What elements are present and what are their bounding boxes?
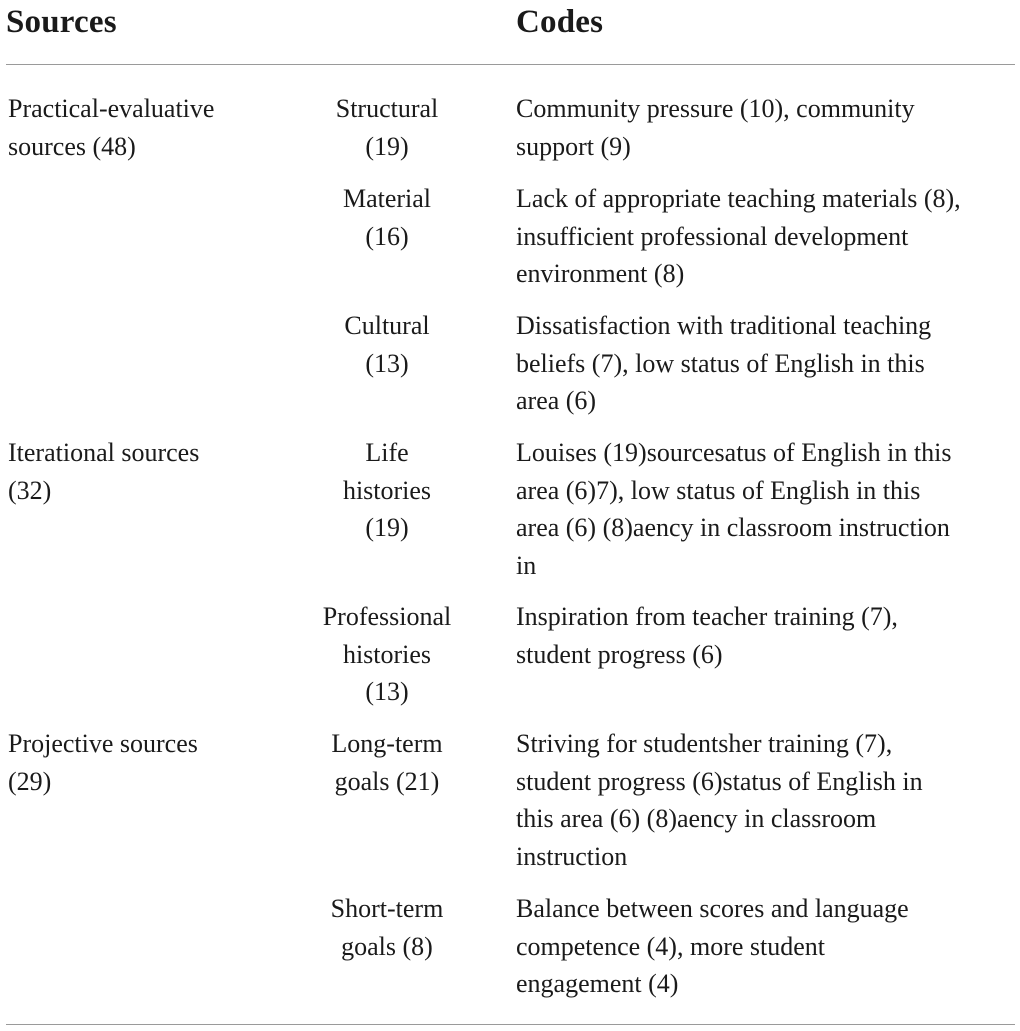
code-line: area (6)7), low status of English in this [516,475,921,505]
code-line: Louises (19)sourcesatus of English in this [516,438,952,467]
codes-structural [516,90,1016,165]
code-line: engagement (4) [516,969,679,998]
code-line: student progress (6) [516,639,723,669]
subcategory-line: goals (8) [341,931,433,961]
source-line: Iterational sources [8,438,200,467]
subcategory-line: (13) [365,348,409,378]
source-iterational [8,434,298,509]
code-line: this area (6) (8)aency in classroom [516,804,877,833]
source-line: (29) [8,766,52,796]
subcategory-line: Cultural [344,311,430,340]
code-line: student progress (6)status of English in [516,766,923,796]
subcategory-line: Structural [335,94,439,123]
subcategory-structural [296,90,478,165]
header-sources: Sources [6,4,117,40]
header-codes: Codes [516,4,604,40]
subcategory-short-term-goals [296,890,478,965]
source-line: sources (48) [8,131,136,161]
codes-life-histories [516,434,1016,584]
subcategory-line: goals (21) [334,766,440,796]
codes-cultural [516,307,1016,420]
code-line: environment (8) [516,259,685,288]
bottom-rule [6,1024,1015,1025]
code-line: Striving for studentsher training (7), [516,729,893,758]
subcategory-line: histories [342,475,432,505]
code-line: insufficient professional development [516,221,909,251]
code-line: Inspiration from teacher training (7), [516,602,898,631]
codes-professional-histories [516,598,1016,673]
subcategory-line: Professional [322,602,452,631]
code-line: area (6) [516,386,597,415]
code-line: competence (4), more student [516,931,825,961]
subcategory-cultural [296,307,478,382]
code-line: area (6) (8)aency in classroom instruction [516,513,950,542]
subcategory-line: Life [365,438,409,467]
code-line: in [516,550,537,580]
subcategory-line: (16) [365,221,409,251]
code-line: Community pressure (10), community [516,94,915,123]
subcategory-professional-histories [296,598,478,711]
subcategory-line: Long-term [331,729,443,758]
code-line: Balance between scores and language [516,894,909,923]
source-line: Projective sources [8,729,198,758]
codes-material [516,180,1016,293]
codes-short-term-goals [516,890,1016,1003]
source-line: Practical-evaluative [8,94,215,123]
subcategory-line: (19) [365,513,409,542]
subcategory-long-term-goals [296,725,478,800]
subcategory-life-histories [296,434,478,547]
code-line: Lack of appropriate teaching materials (8), [516,184,961,213]
subcategory-line: Short-term [330,894,444,923]
source-practical-evaluative [8,90,298,165]
subcategory-line: histories [342,639,432,669]
subcategory-line: Material [342,184,432,213]
top-rule [6,64,1015,65]
code-line: Dissatisfaction with traditional teaching [516,311,932,340]
subcategory-line: (19) [365,131,409,161]
source-line: (32) [8,475,52,505]
code-line: beliefs (7), low status of English in this [516,348,925,378]
code-line: support (9) [516,131,631,161]
subcategory-material [296,180,478,255]
codes-long-term-goals [516,725,1016,875]
source-projective [8,725,298,800]
subcategory-line: (13) [365,677,409,706]
code-line: instruction [516,841,628,871]
